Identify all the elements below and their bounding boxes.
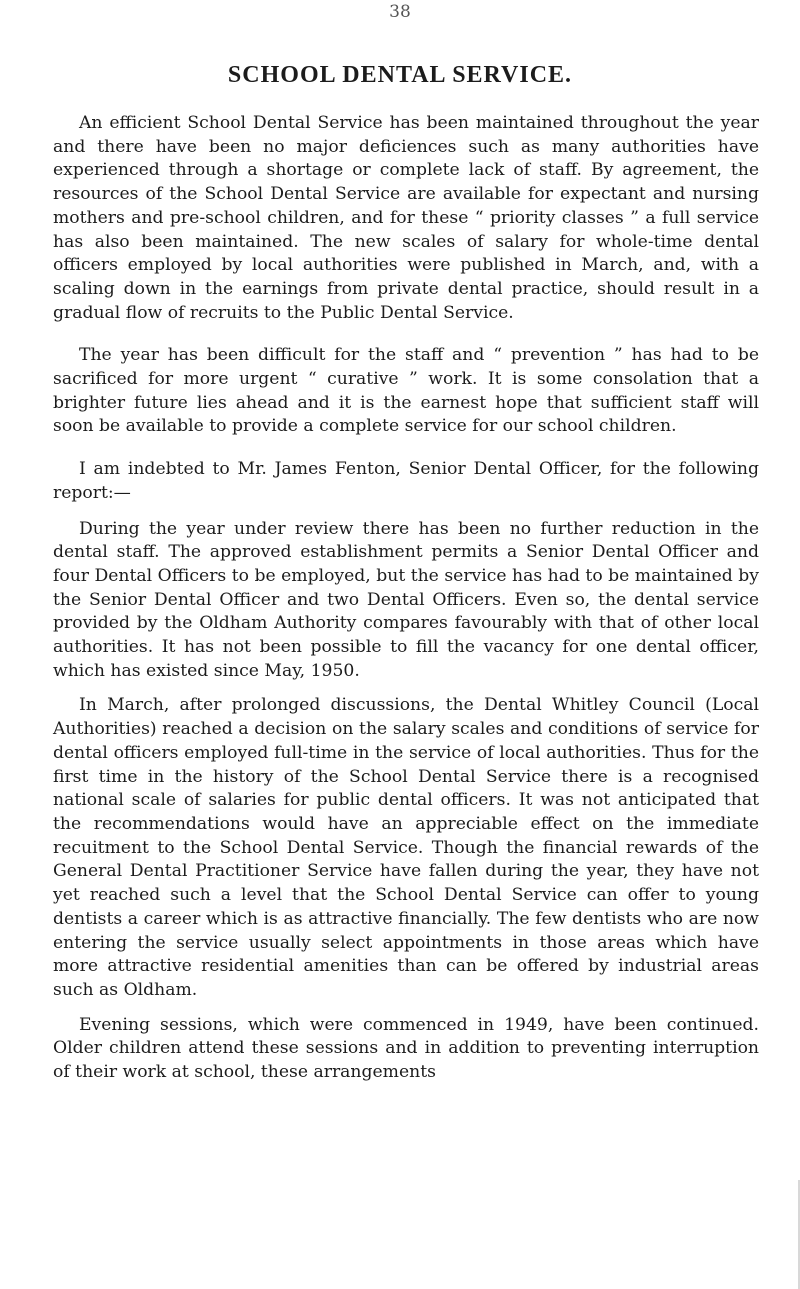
paragraph-acknowledgement: I am indebted to Mr. James Fenton, Senior Dental Officer, for the following report:— <box>53 459 759 503</box>
paragraph-staff-difficulty: The year has been difficult for the staff and “ prevention ” has had to be sacrificed for more urgent “ curative ” work. It is some consolation that a brighter future lies ahead and it is the earnest hope that sufficient staff will soon be available to provide a complete service for our school children. <box>53 345 759 437</box>
paragraph-whitley-council: In March, after prolonged discussions, the Dental Whitley Council (Local Authorities) reached a decision on the salary scales and conditions of service for dental officers employed full-time in the service of local authorities. Thus for the first time in the history of the School Dental Service there is a recognised national scale of salaries for public dental officers. It was not anticipated that the recommendations would have an appreciable effect on the immediate recuitment to the School Dental Service. Though the financial rewards of the General Dental Practitioner Service have fallen during the year, they have not yet reached such a level that the School Dental Service can offer to young dentists a career which is as attractive financially. The few dentists who are now entering the service usually select appointments in those areas which have more attractive residential amenities than can be offered by industrial areas such as Oldham. <box>53 695 759 1000</box>
page-title: SCHOOL DENTAL SERVICE. <box>227 62 573 88</box>
body-text <box>53 112 759 1085</box>
paragraph-evening-sessions: Evening sessions, which were commenced in 1949, have been continued. Older children attend these sessions and in addition to preventing interruption of their work at school, these arrangements <box>53 1014 759 1083</box>
paragraph-intro: An efficient School Dental Service has been maintained throughout the year and there have been no major deficiences such as many authorities have experienced through a shortage or complete lack of staff. By agreement, the resources of the School Dental Service are available for expectant and nursing mothers and pre-school children, and for these “ priority classes ” a full service has also been maintained. The new scales of salary for whole-time dental officers employed by local authorities were published in March, and, with a scaling down in the earnings from private dental practice, should result in a gradual flow of recruits to the Public Dental Service. <box>53 113 759 323</box>
page-number: 38 <box>389 2 411 22</box>
paragraph-staffing-report: During the year under review there has been no further reduction in the dental staff. The approved establishment permits a Senior Dental Officer and four Dental Officers to be employed, but the service has had to be maintained by the Senior Dental Officer and two Dental Officers. Even so, the dental service provided by the Oldham Authority compares favourably with that of other local authorities. It has not been possible to fill the vacancy for one dental officer, which has existed since May, 1950. <box>53 518 759 681</box>
